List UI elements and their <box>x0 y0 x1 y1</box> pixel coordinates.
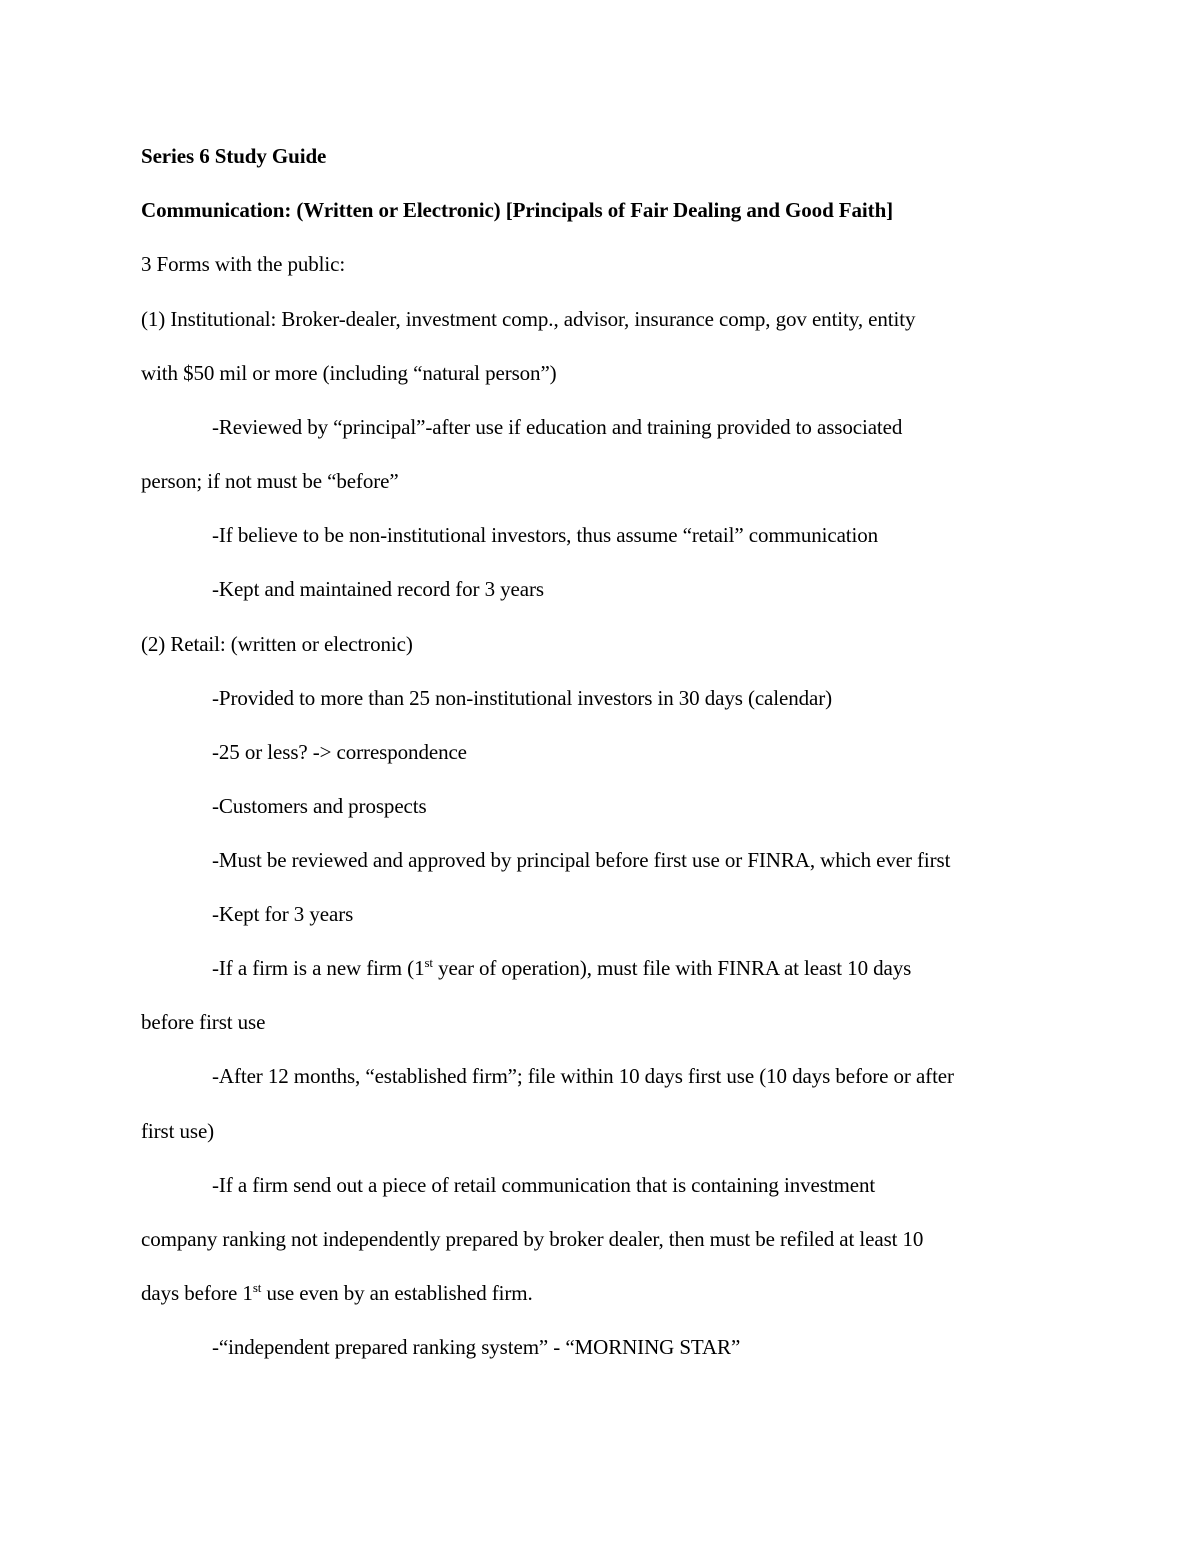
paragraph-line: person; if not must be “before” <box>141 469 399 493</box>
line-text: use even by an established firm. <box>261 1281 533 1305</box>
ordinal-superscript: st <box>424 955 433 970</box>
paragraph-line: first use) <box>141 1119 215 1143</box>
bullet-line: -Provided to more than 25 non-institutional investors in 30 days (calendar) <box>212 686 833 710</box>
line-text: -If a firm is a new firm (1 <box>212 956 425 980</box>
document-title: Series 6 Study Guide <box>141 144 327 168</box>
bullet-line: -Reviewed by “principal”-after use if education and training provided to associated <box>212 415 903 439</box>
bullet-line <box>212 954 911 982</box>
paragraph-line: 3 Forms with the public: <box>141 252 346 276</box>
bullet-line: -If believe to be non-institutional investors, thus assume “retail” communication <box>212 523 879 547</box>
bullet-line: -Kept and maintained record for 3 years <box>212 577 544 601</box>
bullet-line: -Kept for 3 years <box>212 902 354 926</box>
paragraph-line: with $50 mil or more (including “natural person”) <box>141 361 557 385</box>
paragraph-line: before first use <box>141 1010 266 1034</box>
bullet-line: -If a firm send out a piece of retail communication that is containing investment <box>212 1173 876 1197</box>
paragraph-line: company ranking not independently prepared by broker dealer, then must be refiled at least 10 <box>141 1227 924 1251</box>
line-text: year of operation), must file with FINRA at least 10 days <box>432 956 912 980</box>
bullet-line: -25 or less? -> correspondence <box>212 740 467 764</box>
section-heading: Communication: (Written or Electronic) [Principals of Fair Dealing and Good Faith] <box>141 198 894 222</box>
bullet-line: -“independent prepared ranking system” - “MORNING STAR” <box>212 1335 741 1359</box>
paragraph-line <box>141 1279 533 1307</box>
bullet-line: -After 12 months, “established firm”; file within 10 days first use (10 days before or after <box>212 1064 954 1088</box>
bullet-line: -Customers and prospects <box>212 794 427 818</box>
line-text: days before 1 <box>141 1281 253 1305</box>
paragraph-line: (1) Institutional: Broker-dealer, investment comp., advisor, insurance comp, gov entity, entity <box>141 307 916 331</box>
paragraph-line: (2) Retail: (written or electronic) <box>141 632 413 656</box>
bullet-line: -Must be reviewed and approved by principal before first use or FINRA, which ever first <box>212 848 951 872</box>
ordinal-superscript: st <box>252 1280 262 1295</box>
